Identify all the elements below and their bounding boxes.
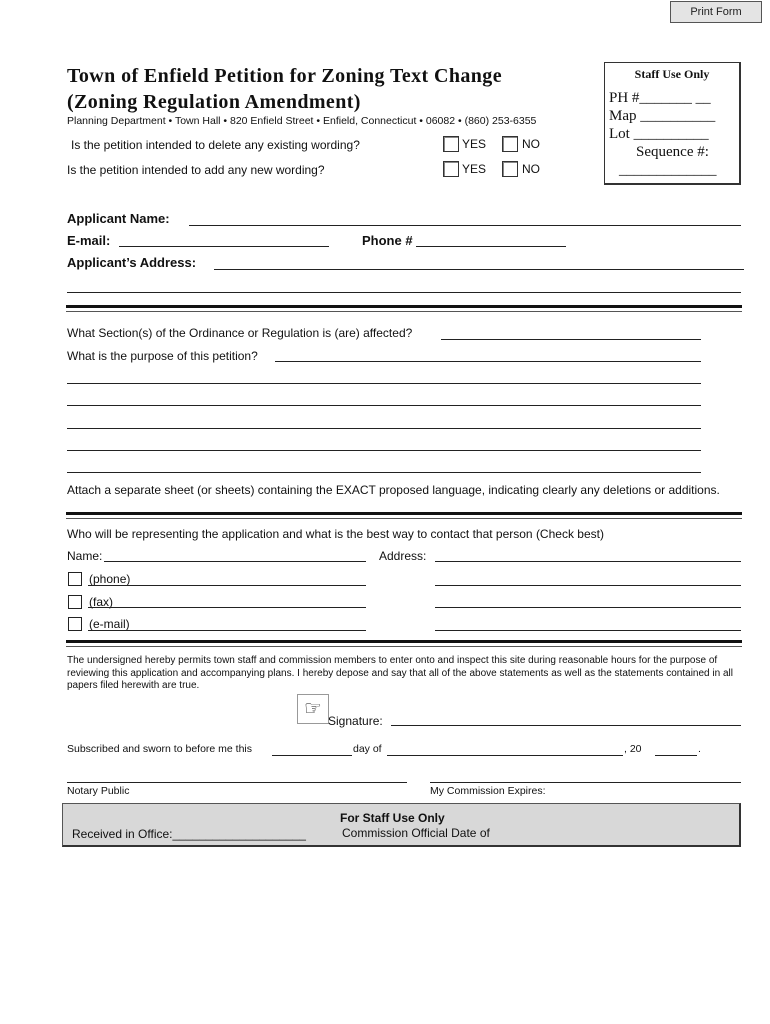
map-field[interactable]: Map __________ [609, 108, 716, 124]
section-divider-3 [66, 640, 742, 643]
fax-checkbox[interactable] [68, 595, 82, 609]
rep-fax-field[interactable] [88, 607, 366, 608]
commission-expires-label: My Commission Expires: [430, 785, 546, 797]
sections-affected-field[interactable] [441, 339, 701, 340]
rep-address-field-4[interactable] [435, 630, 741, 631]
sworn-day-field[interactable] [272, 755, 352, 756]
pointing-hand-icon: ☞ [297, 694, 329, 724]
rep-name-label: Name: [67, 549, 103, 563]
email-field[interactable] [119, 246, 329, 247]
purpose-line-3[interactable] [67, 405, 701, 406]
rep-address-field-3[interactable] [435, 607, 741, 608]
section-divider-2 [66, 512, 742, 515]
form-title-line1: Town of Enfield Petition for Zoning Text Change [67, 65, 502, 87]
phone-label: Phone # [362, 233, 413, 248]
add-yes-checkbox[interactable] [443, 161, 459, 177]
purpose-line-2[interactable] [67, 383, 701, 384]
fax-option-label: (fax) [89, 595, 113, 609]
rep-name-field[interactable] [104, 561, 366, 562]
applicant-name-label: Applicant Name: [67, 211, 170, 226]
add-no-label: NO [522, 162, 540, 176]
declaration-text: The undersigned hereby permits town staff and commission members to enter onto and inspect this site during reasonable hours for the purpose of reviewing this application and accompanying plans. I hereby depose and say that all of the above statements as well as the statements contained in all papers filed herewith are true. [67, 655, 733, 691]
delete-no-checkbox[interactable] [502, 136, 518, 152]
notary-signature-field[interactable] [67, 782, 407, 783]
print-form-button[interactable]: Print Form [670, 1, 762, 23]
notary-public-label: Notary Public [67, 785, 130, 797]
rep-address-field-2[interactable] [435, 585, 741, 586]
section-divider-2-thin [66, 518, 742, 519]
add-wording-question: Is the petition intended to add any new wording? [67, 163, 325, 177]
subscribed-text: Subscribed and sworn to before me this [67, 743, 253, 755]
lot-field[interactable]: Lot __________ [609, 126, 709, 142]
rep-email-field[interactable] [88, 630, 366, 631]
department-address: Planning Department • Town Hall • 820 Enfield Street • Enfield, Connecticut • 06082 • (860) 253-6355 [67, 115, 537, 127]
rep-phone-field[interactable] [88, 585, 366, 586]
staff-use-footer-title: For Staff Use Only [340, 811, 445, 825]
email-option-label: (e-mail) [89, 617, 130, 631]
phone-field[interactable] [416, 246, 566, 247]
year-prefix: , 20 [624, 743, 642, 755]
section-divider [66, 305, 742, 308]
staff-use-title: Staff Use Only [634, 67, 710, 81]
delete-yes-checkbox[interactable] [443, 136, 459, 152]
form-title-line2: (Zoning Regulation Amendment) [67, 91, 361, 113]
petition-purpose-question: What is the purpose of this petition? [67, 349, 258, 363]
purpose-line-4[interactable] [67, 428, 701, 429]
commission-expires-field[interactable] [430, 782, 741, 783]
applicant-address-label: Applicant’s Address: [67, 255, 197, 270]
purpose-line-6[interactable] [67, 472, 701, 473]
representative-question: Who will be representing the application and what is the best way to contact that person (Check best) [67, 527, 604, 541]
applicant-name-field[interactable] [189, 225, 741, 226]
applicant-address-field[interactable] [214, 269, 744, 270]
attach-sheet-note: Attach a separate sheet (or sheets) containing the EXACT proposed language, indicating clearly any deletions or additions. [67, 483, 720, 497]
phone-checkbox[interactable] [68, 572, 82, 586]
purpose-field[interactable] [275, 361, 701, 362]
purpose-line-5[interactable] [67, 450, 701, 451]
received-in-office[interactable]: Received in Office:____________________ [72, 827, 306, 841]
rep-address-field[interactable] [435, 561, 741, 562]
delete-wording-question: Is the petition intended to delete any existing wording? [71, 138, 360, 152]
phone-option-label: (phone) [89, 572, 131, 586]
email-label: E-mail: [67, 233, 111, 248]
commission-official-date: Commission Official Date of [342, 826, 490, 840]
sworn-month-field[interactable] [387, 755, 623, 756]
delete-yes-label: YES [462, 137, 487, 151]
applicant-address-field-2[interactable] [67, 292, 741, 293]
day-of-label: day of [353, 743, 382, 755]
sections-affected-question: What Section(s) of the Ordinance or Regulation is (are) affected? [67, 326, 413, 340]
section-divider-thin [66, 311, 742, 312]
email-checkbox[interactable] [68, 617, 82, 631]
sequence-field[interactable]: _____________ [619, 162, 717, 178]
add-no-checkbox[interactable] [502, 161, 518, 177]
rep-address-label: Address: [379, 549, 427, 563]
sworn-year-field[interactable] [655, 755, 697, 756]
section-divider-3-thin [66, 646, 742, 647]
add-yes-label: YES [462, 162, 487, 176]
signature-field[interactable] [391, 725, 741, 726]
signature-label: Signature: [328, 714, 383, 728]
delete-no-label: NO [522, 137, 540, 151]
ph-number-field[interactable]: PH #_______ __ [609, 90, 711, 106]
year-suffix: . [698, 743, 701, 755]
sequence-label: Sequence #: [636, 144, 709, 160]
